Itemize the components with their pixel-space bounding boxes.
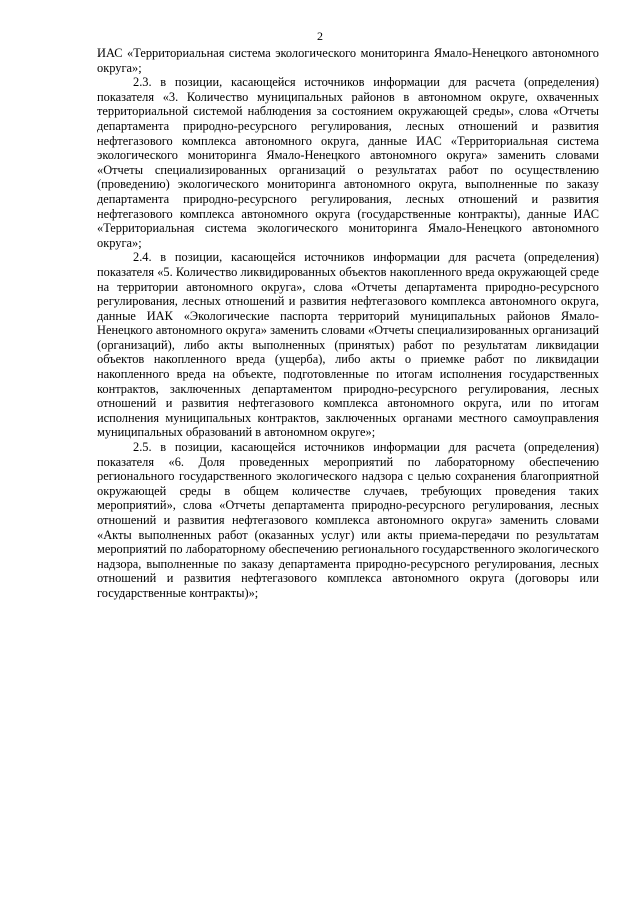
paragraph-2-3: 2.3. в позиции, касающейся источников информации для расчета (определения) показателя «3. Количество муниципальных районов в автономном округе, охваченных территориальной системой наблюдения за состоянием окружающей среды», слова «Отчеты департамента природно-ресурсного регулирования, лесных отношений и развития нефтегазового комплекса автономного округа, данные ИАС «Территориальная система экологического мониторинга Ямало-Ненецкого автономного округа» заменить словами «Отчеты специализированных организаций о результатах работ по осуществлению (проведению) экологического мониторинга автономного округа, выполненные по заказу департамента природно-ресурсного регулирования, лесных отношений и развития нефтегазового комплекса автономного округа (государственные контракты), данные ИАС «Территориальная система экологического мониторинга Ямало-Ненецкого автономного округа»; [97, 75, 599, 250]
paragraph-continuation: ИАС «Территориальная система экологического мониторинга Ямало-Ненецкого автономного округа»; [97, 46, 599, 75]
paragraph-2-5: 2.5. в позиции, касающейся источников информации для расчета (определения) показателя «6. Доля проведенных мероприятий по лабораторному обеспечению регионального государственного экологического надзора с целью сохранения благоприятной окружающей среды в общем количестве случаев, требующих проведения таких мероприятий», слова «Отчеты департамента природно-ресурсного регулирования, лесных отношений и развития нефтегазового комплекса автономного округа» заменить словами «Акты выполненных работ (оказанных услуг) или акты приема-передачи по результатам мероприятий по лабораторному обеспечению регионального государственного экологического надзора, выполненные по заказу департамента природно-ресурсного регулирования, лесных отношений и развития нефтегазового комплекса автономного округа (договоры или государственные контракты)»; [97, 440, 599, 600]
document-body [97, 46, 599, 601]
page-number: 2 [317, 29, 323, 43]
paragraph-2-4: 2.4. в позиции, касающейся источников информации для расчета (определения) показателя «5. Количество ликвидированных объектов накопленного вреда окружающей среде на территории автономного округа», слова «Отчеты департамента природно-ресурсного регулирования, лесных отношений и развития нефтегазового комплекса автономного округа, данные ИАК «Экологические паспорта территорий муниципальных районов Ямало-Ненецкого автономного округа» заменить словами «Отчеты специализированных организаций (организаций), либо акты выполненных (принятых) работ по результатам ликвидации объектов накопленного вреда (ущерба), либо акты о приемке работ по ликвидации накопленного вреда на объекте, подготовленные по итогам исполнения государственных контрактов, заключенных департаментом природно-ресурсного регулирования, лесных отношений и развития нефтегазового комплекса автономного округа, или по итогам исполнения муниципальных контрактов, заключенных органами местного самоуправления муниципальных образований в автономном округе»; [97, 250, 599, 440]
